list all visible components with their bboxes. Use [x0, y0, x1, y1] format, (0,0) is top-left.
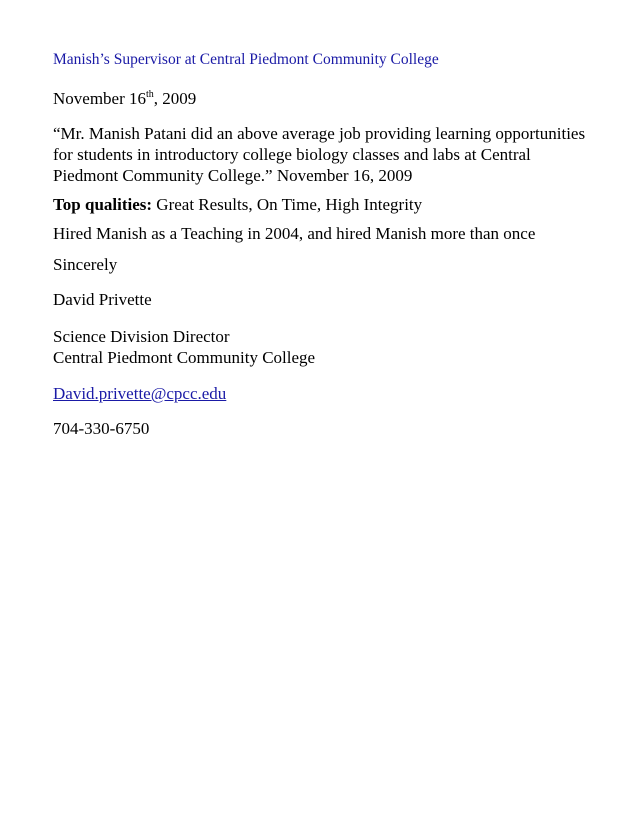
signer-phone: 704-330-6750 — [53, 419, 150, 438]
date-main: November 16 — [53, 89, 147, 108]
hired-statement: Hired Manish as a Teaching in 2004, and hired Manish more than once — [53, 224, 536, 243]
top-qualities-text: Great Results, On Time, High Integrity — [152, 195, 423, 214]
top-qualities-label: Top qualities: — [53, 195, 153, 214]
recommendation-letter — [53, 50, 598, 447]
signer-email-line — [53, 383, 598, 404]
letter-date — [53, 88, 598, 109]
signer-title-block — [53, 326, 598, 368]
quote-line: for students in introductory college biology classes and labs at Central — [53, 145, 531, 164]
date-year: , 2009 — [153, 89, 197, 108]
quote-line: Piedmont Community College.” November 16, 2009 — [53, 166, 413, 185]
signer-title: Science Division Director — [53, 327, 230, 346]
closing: Sincerely — [53, 255, 118, 274]
quote-line: “Mr. Manish Patani did an above average job providing learning opportunities — [53, 124, 586, 143]
signer-name: David Privette — [53, 290, 152, 309]
signer-email-link[interactable]: David.privette@cpcc.edu — [53, 384, 227, 403]
recommendation-quote — [53, 123, 598, 186]
signer-organization: Central Piedmont Community College — [53, 348, 316, 367]
letter-heading: Manish’s Supervisor at Central Piedmont Community College — [53, 51, 439, 68]
date-superscript: th — [146, 89, 154, 100]
top-qualities — [53, 194, 598, 215]
